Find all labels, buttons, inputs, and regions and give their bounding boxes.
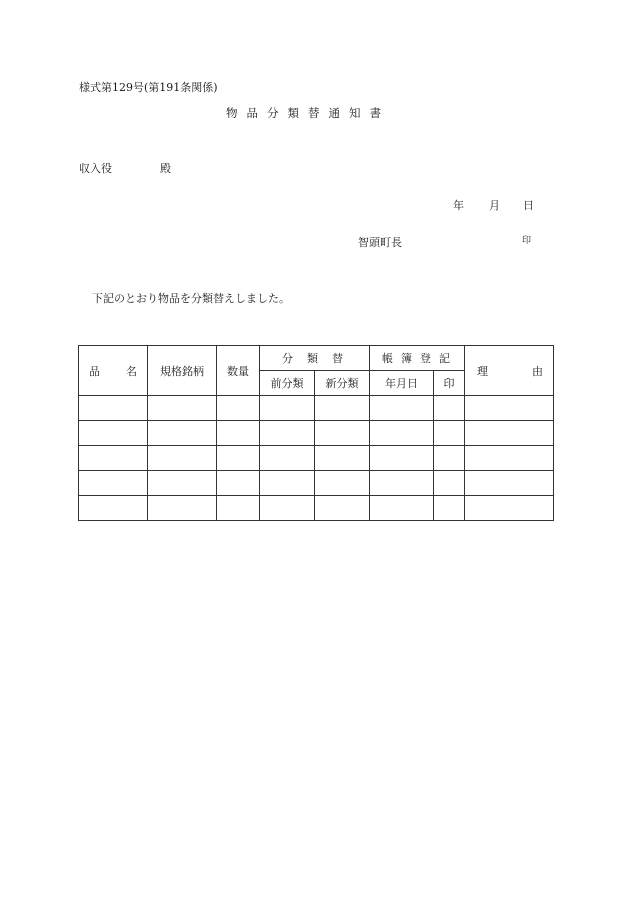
cell-quantity[interactable] — [217, 396, 260, 421]
header-prev-class: 前分類 — [260, 371, 315, 396]
header-reason-char2: 由 — [532, 364, 543, 378]
cell-ledger-date[interactable] — [370, 396, 434, 421]
cell-item-name[interactable] — [79, 421, 148, 446]
cell-prev-class[interactable] — [260, 471, 315, 496]
recipient-label: 収入役 — [79, 162, 112, 175]
cell-ledger-date[interactable] — [370, 471, 434, 496]
table-row — [79, 471, 554, 496]
cell-new-class[interactable] — [315, 496, 370, 521]
table-row — [79, 396, 554, 421]
cell-item-name[interactable] — [79, 496, 148, 521]
cell-quantity[interactable] — [217, 496, 260, 521]
statement-text: 下記のとおり物品を分類替えしました。 — [92, 292, 290, 305]
document-title: 物品分類替通知書 — [226, 106, 390, 120]
header-item-name-char1: 品 — [89, 364, 100, 378]
header-ledger-seal: 印 — [434, 371, 465, 396]
header-quantity: 数量 — [217, 346, 260, 396]
cell-ledger-date[interactable] — [370, 421, 434, 446]
header-reason-char1: 理 — [477, 364, 488, 378]
table-row — [79, 421, 554, 446]
cell-ledger-seal[interactable] — [434, 396, 465, 421]
cell-spec[interactable] — [148, 396, 217, 421]
cell-new-class[interactable] — [315, 421, 370, 446]
cell-new-class[interactable] — [315, 396, 370, 421]
cell-item-name[interactable] — [79, 471, 148, 496]
recipient-honorific: 殿 — [160, 162, 171, 175]
cell-prev-class[interactable] — [260, 396, 315, 421]
header-new-class: 新分類 — [315, 371, 370, 396]
cell-spec[interactable] — [148, 496, 217, 521]
seal-mark: 印 — [522, 236, 532, 246]
cell-spec[interactable] — [148, 421, 217, 446]
cell-ledger-seal[interactable] — [434, 446, 465, 471]
table-row — [79, 446, 554, 471]
cell-quantity[interactable] — [217, 421, 260, 446]
cell-reason[interactable] — [465, 471, 554, 496]
cell-ledger-date[interactable] — [370, 446, 434, 471]
cell-quantity[interactable] — [217, 446, 260, 471]
cell-reason[interactable] — [465, 396, 554, 421]
header-item-name — [79, 346, 148, 396]
cell-item-name[interactable] — [79, 396, 148, 421]
header-reason — [465, 346, 554, 396]
cell-reason[interactable] — [465, 421, 554, 446]
header-ledger-label: 帳簿登記 — [382, 352, 458, 365]
cell-new-class[interactable] — [315, 446, 370, 471]
cell-ledger-date[interactable] — [370, 496, 434, 521]
cell-ledger-seal[interactable] — [434, 421, 465, 446]
date-month-label: 月 — [489, 199, 500, 212]
cell-reason[interactable] — [465, 446, 554, 471]
cell-prev-class[interactable] — [260, 421, 315, 446]
header-item-name-char2: 名 — [126, 364, 137, 378]
cell-prev-class[interactable] — [260, 496, 315, 521]
header-classification — [260, 346, 370, 371]
issuer-name: 智頭町長 — [358, 236, 402, 249]
cell-prev-class[interactable] — [260, 446, 315, 471]
header-ledger — [370, 346, 465, 371]
cell-ledger-seal[interactable] — [434, 471, 465, 496]
form-number: 様式第129号(第191条関係) — [79, 81, 218, 94]
cell-ledger-seal[interactable] — [434, 496, 465, 521]
cell-quantity[interactable] — [217, 471, 260, 496]
date-year-label: 年 — [453, 199, 464, 212]
classification-table — [78, 345, 554, 521]
cell-new-class[interactable] — [315, 471, 370, 496]
date-day-label: 日 — [523, 199, 534, 212]
header-ledger-date: 年月日 — [370, 371, 434, 396]
cell-item-name[interactable] — [79, 446, 148, 471]
cell-spec[interactable] — [148, 471, 217, 496]
table-row — [79, 496, 554, 521]
header-spec: 規格銘柄 — [148, 346, 217, 396]
cell-reason[interactable] — [465, 496, 554, 521]
header-classification-label: 分類替 — [282, 352, 357, 365]
cell-spec[interactable] — [148, 446, 217, 471]
